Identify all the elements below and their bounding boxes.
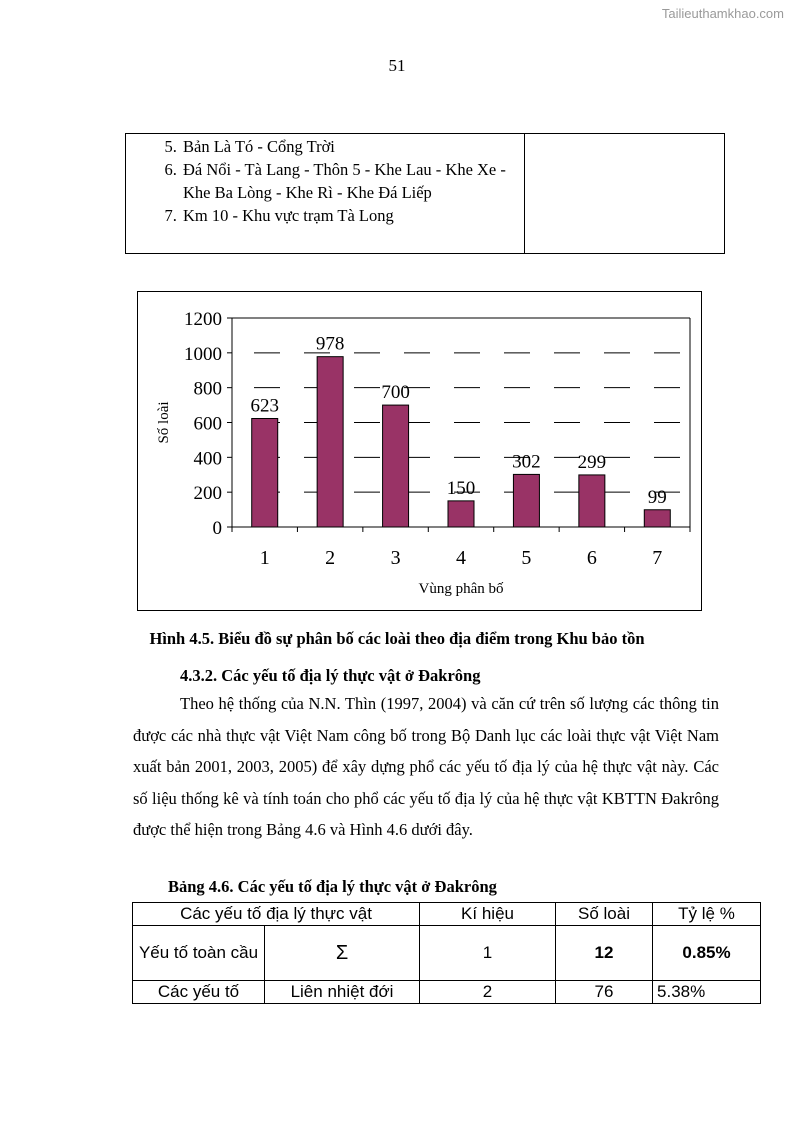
data-label: 700 [381,382,410,404]
data-label: 99 [647,486,667,508]
y-tick-label: 400 [193,448,222,470]
header-count: Số loài [556,903,653,926]
data-label: 299 [577,451,607,473]
cell-group: Yếu tố toàn cầu [133,926,265,981]
bar [448,501,474,527]
cell-code: 1 [420,926,556,981]
header-code: Kí hiệu [420,903,556,926]
bar-chart [137,291,702,611]
x-axis-label: Vùng phân bố [418,581,504,597]
table-row [126,134,725,254]
body-paragraph: Theo hệ thống của N.N. Thìn (1997, 2004) và căn cứ trên số lượng các thông tin được các nhà thực vật Việt Nam công bố trong Bộ Danh lục các loài thực vật Việt Nam xuất bản 2001, 2003, 2005) để xây dựng phổ các yếu tố địa lý của hệ thực vật này. Các số liệu thống kê và tính toán cho phổ các yếu tố địa lý của hệ thực vật KBTTN Đakrông được thể hiện trong Bảng 4.6 và Hình 4.6 dưới đây. [133,694,719,839]
y-tick-label: 1000 [184,343,222,365]
locations-table [125,133,725,254]
data-label: 150 [446,477,476,499]
x-tick-label: 3 [390,547,401,569]
bar [317,357,343,527]
list-item: 5. Bản Là Tó - Cổng Trời [181,135,524,158]
bar [383,405,409,527]
geographic-elements-table [132,902,761,1004]
data-label: 302 [512,451,541,473]
y-tick-label: 1200 [184,309,222,330]
section-heading: 4.3.2. Các yếu tố địa lý thực vật ở Đakrông [180,666,481,685]
bar [513,474,539,527]
list-item: 7. Km 10 - Khu vực trạm Tà Long [181,204,524,227]
chart-canvas [138,292,701,610]
header-percent: Tỷ lệ % [653,903,761,926]
y-axis-label: Số loài [156,401,172,444]
x-tick-label: 5 [521,547,532,569]
y-tick-label: 200 [193,483,222,505]
bar [252,418,278,527]
watermark: Tailieuthamkhao.com [661,6,784,21]
locations-cell [126,134,525,254]
empty-cell [525,134,725,254]
y-tick-label: 800 [193,378,222,400]
x-tick-label: 6 [586,547,597,569]
figure-caption: Hình 4.5. Biểu đồ sự phân bố các loài theo địa điểm trong Khu bảo tồn [149,629,645,648]
x-tick-label: 1 [259,547,270,569]
cell-percent: 5.38% [653,981,761,1004]
page-number: 51 [388,56,406,75]
cell-code: 2 [420,981,556,1004]
y-tick-label: 0 [212,518,222,539]
location-list [126,135,524,227]
data-label: 978 [315,333,345,355]
cell-count: 12 [556,926,653,981]
table-header-row [133,903,761,926]
bar [644,510,670,527]
sigma-symbol: Σ [265,926,420,981]
x-tick-label: 4 [456,547,466,569]
table-row [133,926,761,981]
cell-count: 76 [556,981,653,1004]
y-tick-label: 600 [193,413,222,435]
data-label: 623 [250,395,279,417]
list-item: 6. Đá Nổi - Tà Lang - Thôn 5 - Khe Lau - Khe Xe - Khe Ba Lòng - Khe Rì - Khe Đá Liếp [181,158,524,204]
x-tick-label: 7 [652,547,663,569]
cell-name: Liên nhiệt đới [265,981,420,1004]
cell-group: Các yếu tố [133,981,265,1004]
header-element: Các yếu tố địa lý thực vật [133,903,420,926]
bar [579,475,605,527]
table-caption: Bảng 4.6. Các yếu tố địa lý thực vật ở Đakrông [168,877,497,896]
cell-percent: 0.85% [653,926,761,981]
x-tick-label: 2 [325,547,336,569]
table-row [133,981,761,1004]
